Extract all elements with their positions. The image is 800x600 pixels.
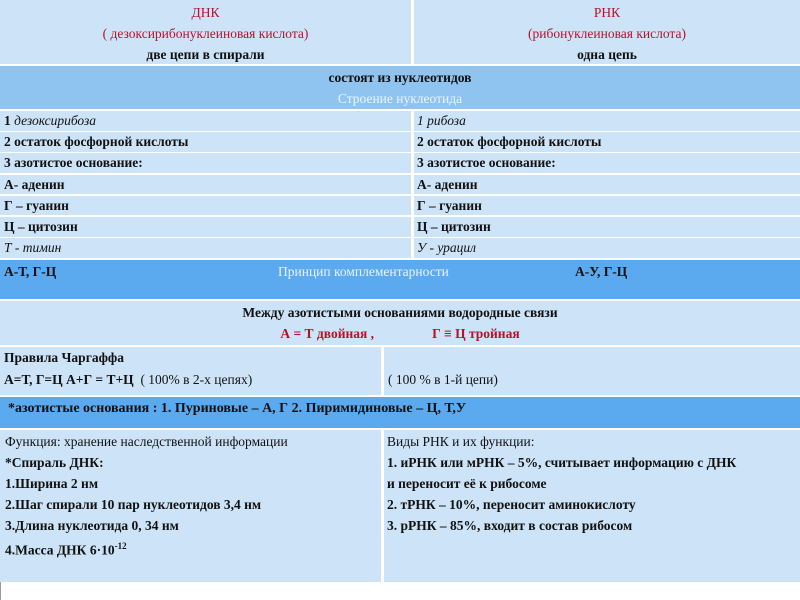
dna-title: ДНК (191, 5, 220, 20)
dna-row-cell: 3 азотистое основание: (0, 153, 411, 173)
rna-function-line: и переносит её к рибосоме (387, 476, 547, 491)
rna-title: РНК (593, 5, 621, 20)
rna-function (384, 430, 800, 582)
chargaff-equations: А=Т, Г=Ц А+Г = Т+Ц (4, 372, 134, 387)
dna-row-cell: Г – гуанин (0, 196, 411, 216)
dna-function-line: 1.Ширина 2 нм (5, 476, 99, 491)
hydrogen-title: Между азотистыми основаниями водородные связи (242, 305, 558, 320)
dna-function-line: Функция: хранение наследственной информации (5, 434, 288, 449)
hydrogen-row (0, 301, 800, 345)
dna-function-line: 2.Шаг спирали 10 пар нуклеотидов 3,4 нм (5, 497, 262, 512)
hydrogen-bonds (0, 323, 800, 344)
chargaff-title: Правила Чаргаффа (4, 350, 125, 365)
rna-function-line: 2. тРНК – 10%, переносит аминокислоту (387, 497, 636, 512)
dna-row-cell: 1 дезоксирибоза (0, 111, 411, 131)
rna-function-line: Виды РНК и их функции: (387, 434, 535, 449)
dna-full-name: ( дезоксирибонуклеиновая кислота) (102, 26, 309, 41)
rna-row-cell: Ц – цитозин (414, 217, 800, 237)
rna-header (414, 0, 800, 64)
rna-function-line: 3. рРНК – 85%, входит в состав рибосом (387, 518, 633, 533)
rna-complementarity: А-У, Г-Ц (575, 264, 628, 279)
dna-function-line: 3.Длина нуклеотида 0, 34 нм (5, 518, 179, 533)
chargaff-rna (384, 347, 800, 395)
chargaff-dna (0, 347, 381, 395)
complementarity-row (0, 260, 800, 299)
dna-row-cell: Т - тимин (0, 238, 411, 258)
dna-row-cell: А- аденин (0, 175, 411, 195)
chargaff-dna-note: ( 100% в 2-х цепях) (140, 372, 253, 387)
dna-function (0, 430, 381, 582)
table-border (0, 582, 1, 600)
consist-text: состоят из нуклеотидов (328, 70, 472, 85)
complementarity-title: Принцип комплементарности (278, 264, 449, 279)
bases-row (0, 397, 800, 428)
rna-row-cell: 3 азотистое основание: (414, 153, 800, 173)
rna-chains: одна цепь (577, 47, 637, 62)
chargaff-rule (4, 369, 377, 391)
rna-row-cell: Г – гуанин (414, 196, 800, 216)
dna-chains: две цепи в спирали (146, 47, 265, 62)
rna-full-name: (рибонуклеиновая кислота) (528, 26, 686, 41)
rna-row-cell: 2 остаток фосфорной кислоты (414, 132, 800, 152)
nucleotides-row (0, 66, 800, 109)
structure-title: Строение нуклеотида (337, 91, 463, 106)
dna-header (0, 0, 411, 64)
dna-function-line: *Спираль ДНК: (5, 455, 104, 470)
chargaff-rna-note: ( 100 % в 1-й цепи) (388, 372, 498, 387)
rna-row-cell: У - урацил (414, 238, 800, 258)
dna-mass: 4.Масса ДНК $6\cdot 10^{-12}$ (5, 541, 127, 558)
bases-text: *азотистые основания : 1. Пуриновые – А, Г 2. Пиримидиновые – Ц, Т,У (8, 401, 467, 416)
dna-row-cell: 2 остаток фосфорной кислоты (0, 132, 411, 152)
dna-complementarity: А-Т, Г-Ц (4, 264, 57, 279)
at-bond: А = Т двойная , (280, 326, 375, 341)
rna-function-line: 1. иРНК или мРНК – 5%, считывает информацию с ДНК (387, 455, 737, 470)
rna-row-cell: 1 рибоза (414, 111, 800, 131)
gc-bond: Г ≡ Ц тройная (432, 326, 520, 341)
dna-row-cell: Ц – цитозин (0, 217, 411, 237)
rna-row-cell: А- аденин (414, 175, 800, 195)
